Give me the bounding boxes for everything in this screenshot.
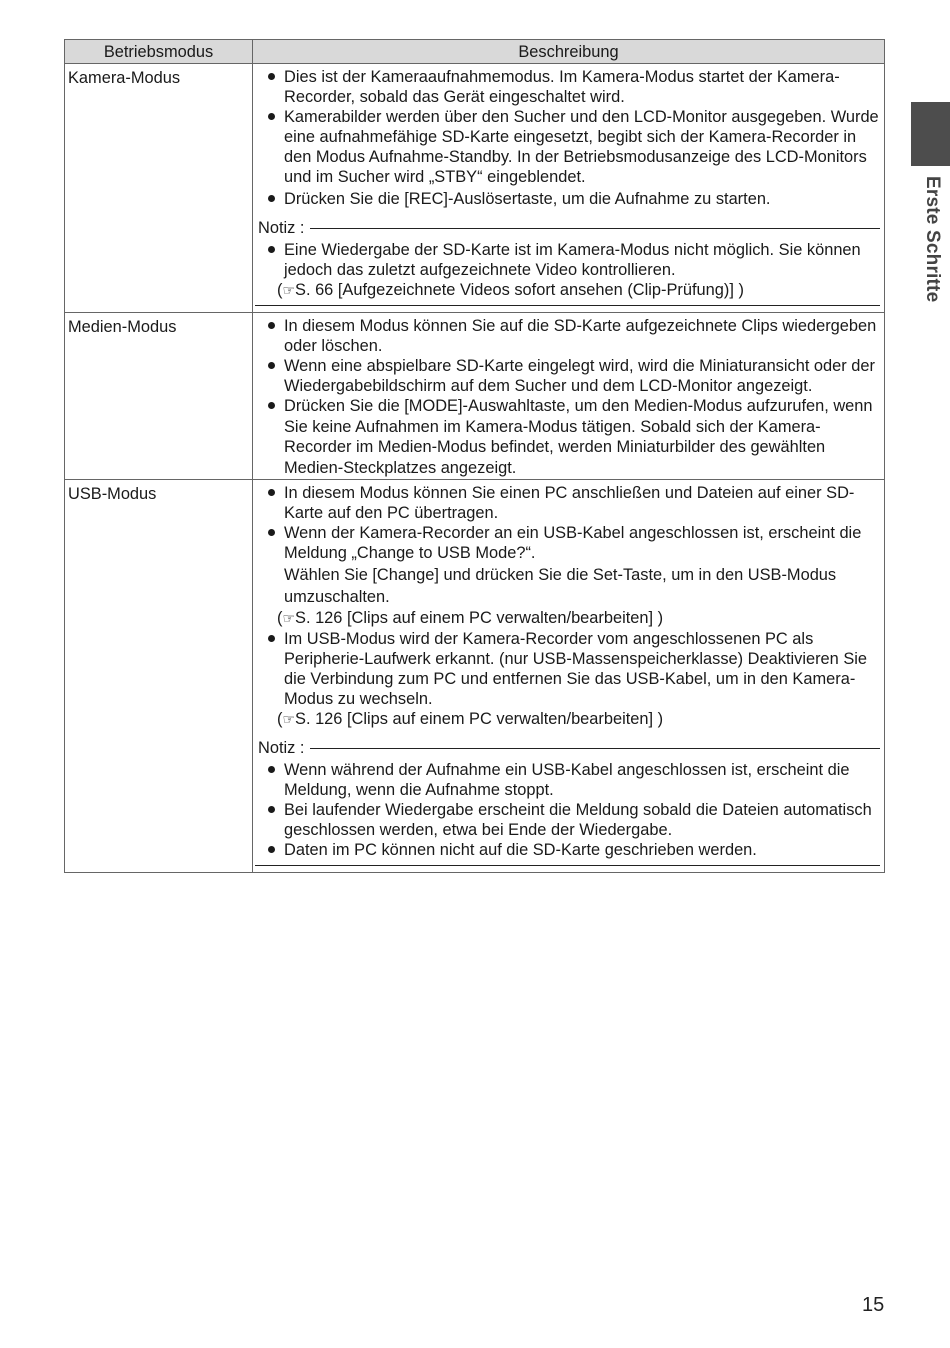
mode-cell: Medien-Modus xyxy=(65,313,253,480)
note-header xyxy=(255,217,880,239)
page-reference[interactable]: (☞S. 126 [Clips auf einem PC verwalten/bearbeiten] ) xyxy=(277,609,664,627)
header-beschreibung: Beschreibung xyxy=(253,40,885,64)
mode-cell: Kamera-Modus xyxy=(65,64,253,313)
note-box xyxy=(255,737,880,866)
page-number: 15 xyxy=(862,1294,885,1316)
section-tab-label: Erste Schritte xyxy=(922,176,943,303)
list-item: Kamerabilder werden über den Sucher und den LCD-Monitor ausgegeben. Wurde eine aufnahmefähige SD-Karte eingesetzt, begibt sich der Kamera-Recorder in den Modus Aufnahme-Standby. In der Betriebsmodusanzeige des LCD-Monitors und im Sucher wird „STBY“ eingeblendet. xyxy=(255,107,880,187)
note-body xyxy=(255,239,880,306)
bullet-list xyxy=(255,316,880,478)
pointing-hand-icon: ☞ xyxy=(282,711,296,727)
table-header-row xyxy=(65,40,885,64)
page-reference[interactable]: (☞S. 126 [Clips auf einem PC verwalten/bearbeiten] ) xyxy=(277,710,664,728)
table-row xyxy=(65,313,885,480)
list-item: Drücken Sie die [MODE]-Auswahltaste, um den Medien-Modus aufzurufen, wenn Sie keine Aufnahmen im Kamera-Modus tätigen. Sobald sich der Kamera-Recorder im Medien-Modus befindet, werden Miniaturbilder des gewählten Medien-Steckplatzes angezeigt. xyxy=(255,396,880,478)
description-cell xyxy=(253,64,885,313)
operating-mode-table xyxy=(64,39,885,873)
table-row xyxy=(65,480,885,873)
list-item: In diesem Modus können Sie einen PC anschließen und Dateien auf einer SD-Karte auf den PC übertragen. xyxy=(255,483,880,523)
note-divider xyxy=(310,748,880,749)
table-row xyxy=(65,64,885,313)
list-item: Im USB-Modus wird der Kamera-Recorder vom angeschlossenen PC als Peripherie-Laufwerk erkannt. (nur USB-Massenspeicherklasse) Deaktivieren Sie die Verbindung zum PC und entfernen Sie das USB-Kabel, um in den Kamera-Modus zu wechseln. xyxy=(255,629,880,709)
list-item: Bei laufender Wiedergabe erscheint die Meldung sobald die Dateien automatisch geschlossen werden, etwa bei Ende der Wiedergabe. xyxy=(255,800,880,840)
pointing-hand-icon: ☞ xyxy=(282,610,296,626)
list-item: Daten im PC können nicht auf die SD-Karte geschrieben werden. xyxy=(255,840,880,860)
list-item: Wenn während der Aufnahme ein USB-Kabel angeschlossen ist, erscheint die Meldung, wenn die Aufnahme stoppt. xyxy=(255,760,880,800)
continuation-text: Wählen Sie [Change] und drücken Sie die Set-Taste, um in den USB-Modus umzuschalten. xyxy=(284,566,837,606)
list-item: In diesem Modus können Sie auf die SD-Karte aufgezeichnete Clips wiedergeben oder löschen. xyxy=(255,316,880,356)
list-item xyxy=(255,523,880,563)
header-betriebsmodus: Betriebsmodus xyxy=(65,40,253,64)
mode-cell: USB-Modus xyxy=(65,480,253,873)
description-cell xyxy=(253,313,885,480)
note-box xyxy=(255,217,880,306)
note-body xyxy=(255,759,880,866)
page-reference[interactable]: (☞S. 66 [Aufgezeichnete Videos sofort ansehen (Clip-Prüfung)] ) xyxy=(277,281,744,299)
list-item-text: Wenn der Kamera-Recorder an ein USB-Kabel angeschlossen ist, erscheint die Meldung „Change to USB Mode?“. xyxy=(284,524,862,562)
list-item: Dies ist der Kameraaufnahmemodus. Im Kamera-Modus startet der Kamera-Recorder, sobald das Gerät eingeschaltet wird. xyxy=(255,67,880,107)
note-label: Notiz : xyxy=(258,219,305,237)
note-header xyxy=(255,737,880,759)
note-divider xyxy=(310,228,880,229)
list-item: Drücken Sie die [REC]-Auslösertaste, um die Aufnahme zu starten. xyxy=(255,189,880,209)
list-item: Eine Wiedergabe der SD-Karte ist im Kamera-Modus nicht möglich. Sie können jedoch das zuletzt aufgezeichnete Video kontrollieren. xyxy=(255,240,880,280)
description-cell xyxy=(253,480,885,873)
list-item: Wenn eine abspielbare SD-Karte eingelegt wird, wird die Miniaturansicht oder der Wiedergabebildschirm auf dem Sucher und dem LCD-Monitor angezeigt. xyxy=(255,356,880,396)
note-label: Notiz : xyxy=(258,739,305,757)
section-tab-marker xyxy=(911,102,950,166)
bullet-list xyxy=(255,67,880,209)
bullet-list xyxy=(255,483,880,563)
pointing-hand-icon: ☞ xyxy=(282,282,296,298)
